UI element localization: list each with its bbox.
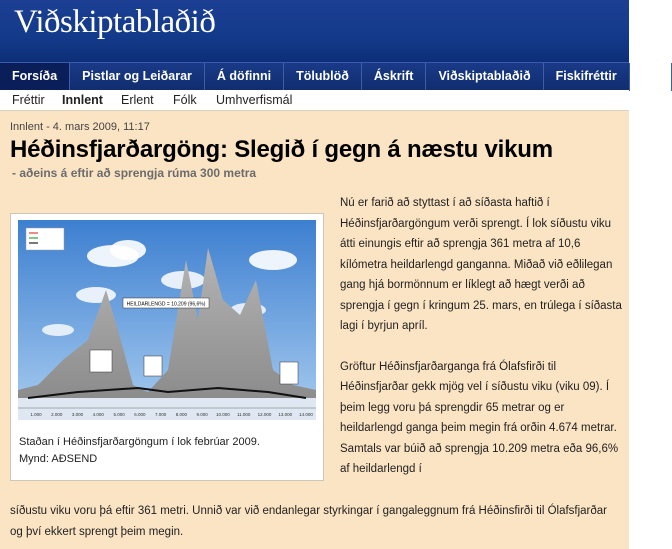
diagram-x-tick-label: 2.000 <box>51 412 63 417</box>
caption-text: Staðan í Héðinsfjarðargöngum í lok febrúar 2009. <box>19 436 260 448</box>
diagram-x-tick-label: 11.000 <box>236 412 251 417</box>
article-subhead: - aðeins á eftir að sprengja rúma 300 metra <box>12 166 257 180</box>
nav-item-tolublod[interactable]: Tölublöð <box>284 63 362 91</box>
article-paragraph-2-continued: síðustu viku voru þá eftir 361 metri. Unnið var við endanlegar styrkingar í gangaleggnum frá Héðinsfirði til Ólafsfjarðar og því ekkert sprengt þeim megin. <box>10 505 608 538</box>
nav-item-a-dofinni[interactable]: Á döfinni <box>205 63 284 91</box>
subnav-innlent[interactable]: Innlent <box>62 93 103 107</box>
nav-item-fiskifrettir[interactable]: Fiskifréttir <box>544 63 630 91</box>
article-figure <box>10 213 324 481</box>
nav-item-more[interactable]: Ma <box>630 63 672 91</box>
subnav-umhverfismal[interactable]: Umhverfismál <box>216 93 293 107</box>
diagram-x-tick-label: 1.000 <box>30 412 42 417</box>
sub-nav <box>0 90 629 111</box>
diagram-x-tick-label: 8.000 <box>175 412 188 417</box>
article-meta: Innlent - 4. mars 2009, 11:17 <box>10 121 150 133</box>
diagram-x-tick-label: 7.000 <box>154 412 167 417</box>
diagram-x-tick-label: 10.000 <box>216 412 230 417</box>
article-headline: Héðinsfjarðargöng: Slegið í gegn á næstu vikum <box>10 136 553 163</box>
masthead <box>0 0 629 62</box>
diagram-x-tick-label: 13.000 <box>278 412 293 417</box>
diagram-x-tick-label: 4.000 <box>92 412 104 417</box>
nav-item-askrift[interactable]: Áskrift <box>362 63 427 91</box>
diagram-x-tick-label: 14.000 <box>299 412 313 417</box>
nav-item-pistlar[interactable]: Pistlar og Leiðarar <box>70 63 205 91</box>
subnav-folk[interactable]: Fólk <box>173 93 197 107</box>
diagram-total-label: HEILDARLENGD = 10.209 (96,6%) <box>126 301 206 308</box>
tunnel-diagram-image[interactable] <box>18 220 316 420</box>
diagram-x-tick-label: 12.000 <box>257 412 272 417</box>
article-paragraph-2: Gröftur Héðinsfjarðarganga frá Ólafsfirði til Héðinsfjarðar gekk mjög vel í síðustu viku (viku 09). Í þeim legg voru þá sprengdir 65 metrar og er heildarlengd ganga þeim megin frá orðin 4.674 metrar. Samtals var búið að sprengja 10.209 metra eða 96,6% af heildarlengd í <box>340 360 619 475</box>
site-logo[interactable]: Viðskiptablaðið <box>14 4 216 40</box>
subnav-erlent[interactable]: Erlent <box>121 93 154 107</box>
nav-item-vidskiptabladid[interactable]: Viðskiptablaðið <box>426 63 543 91</box>
nav-item-forsida[interactable]: Forsíða <box>0 63 70 91</box>
article-paragraph-1: Nú er farið að styttast í að síðasta haftið í Héðinsfjarðargöngum verði sprengt. Í lok síðustu viku átti einungis eftir að sprengja 361 metra af 10,6 kílómetra heildarlengd ganganna. Miðað við eðlilegan gang hjá bormönnum er líklegt að hægt verði að sprengja í gegn í kringum 25. mars, en trúlega í síðasta lagi í byrjun apríl. <box>340 197 622 332</box>
caption-credit: Mynd: AÐSEND <box>19 453 98 465</box>
main-nav <box>0 62 660 90</box>
article-body-column <box>340 193 622 500</box>
figure-caption <box>19 434 260 468</box>
diagram-x-tick-label: 9.000 <box>196 412 208 417</box>
diagram-x-tick-label: 3.000 <box>71 412 84 417</box>
article <box>0 111 629 549</box>
diagram-x-tick-label: 5.000 <box>113 412 125 417</box>
diagram-x-tick-label: 6.000 <box>134 412 146 417</box>
subnav-frettir[interactable]: Fréttir <box>12 93 45 107</box>
